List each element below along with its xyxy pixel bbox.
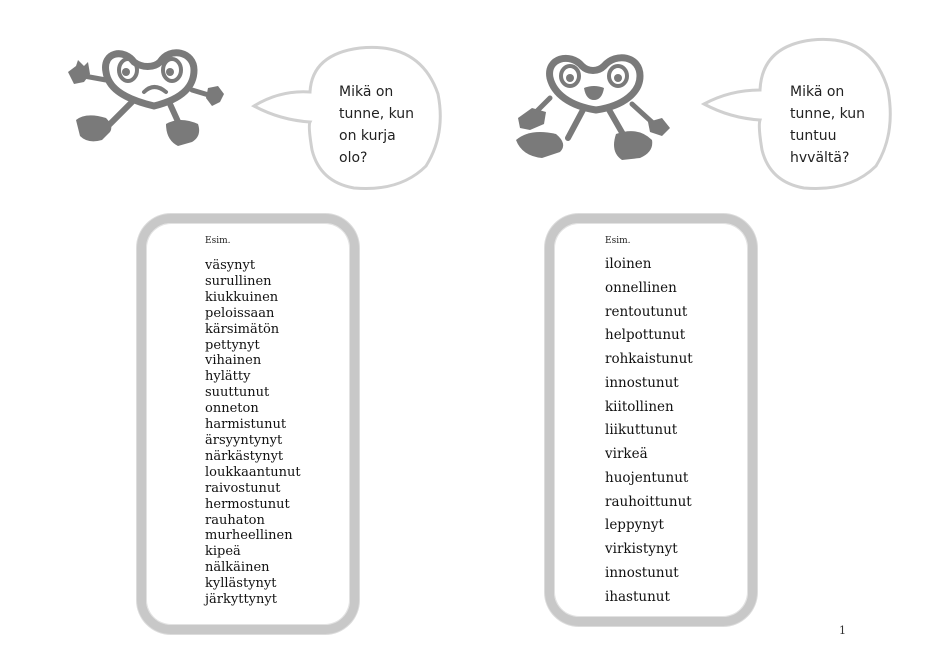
- emotion-word: ihastunut: [605, 588, 670, 605]
- emotion-word: helpottunut: [605, 327, 686, 344]
- emotion-word: rohkaistunut: [605, 351, 693, 367]
- emotion-word: huojentunut: [605, 469, 689, 486]
- emotion-word: hylätty: [205, 369, 251, 385]
- emotion-word: ärsyyntynyt: [205, 432, 283, 448]
- emotion-word: väsynyt: [205, 258, 256, 273]
- emotion-word: kiukkuinen: [205, 289, 279, 305]
- bubble-question-left: Mikä on tunne, kun on kurja olo?: [339, 84, 415, 166]
- emotion-word: raivostunut: [205, 480, 281, 496]
- emotion-word-list-left: [205, 258, 301, 608]
- emotion-word: leppynyt: [605, 517, 664, 534]
- bubble-question-right: Mikä on tunne, kun tuntuu hvvältä?: [790, 84, 866, 166]
- emotion-word: rauhoittunut: [605, 493, 692, 510]
- happy-heart-character-icon: [512, 48, 682, 168]
- emotion-word: suuttunut: [205, 385, 270, 401]
- example-label-right: Esim.: [605, 236, 631, 246]
- emotion-word: onnellinen: [605, 279, 677, 296]
- sad-heart-character-icon: [62, 40, 232, 160]
- emotion-word: virkistynyt: [605, 541, 678, 557]
- emotion-word: rentoutunut: [605, 303, 688, 320]
- emotion-word: järkyttynyt: [205, 592, 277, 608]
- emotion-word: liikuttunut: [605, 422, 678, 439]
- emotion-word: pettynyt: [205, 337, 260, 353]
- emotion-word: virkeä: [605, 446, 648, 462]
- emotion-word: innostunut: [605, 374, 679, 391]
- emotion-word-list-right: [605, 253, 693, 609]
- emotion-word: onneton: [205, 401, 259, 417]
- example-label-left: Esim.: [205, 236, 231, 246]
- emotion-word: loukkaantunut: [205, 464, 301, 480]
- page-number: 1: [839, 624, 846, 637]
- emotion-word: nälkäinen: [205, 560, 270, 576]
- emotion-word: kärsimätön: [205, 321, 280, 337]
- emotion-word: närkästynyt: [205, 448, 284, 464]
- emotion-word: innostunut: [605, 564, 679, 581]
- emotion-word: kyllästynyt: [205, 576, 277, 592]
- emotion-word: murheellinen: [205, 528, 293, 544]
- emotion-word: iloinen: [605, 256, 652, 272]
- emotion-word: kipeä: [205, 544, 241, 560]
- emotion-word: rauhaton: [205, 512, 265, 528]
- emotion-word: surullinen: [205, 273, 272, 289]
- emotion-word: hermostunut: [205, 496, 290, 512]
- emotion-word: peloissaan: [205, 305, 275, 321]
- emotion-word: vihainen: [205, 353, 262, 369]
- emotion-word: harmistunut: [205, 417, 287, 433]
- emotion-word: kiitollinen: [605, 398, 674, 415]
